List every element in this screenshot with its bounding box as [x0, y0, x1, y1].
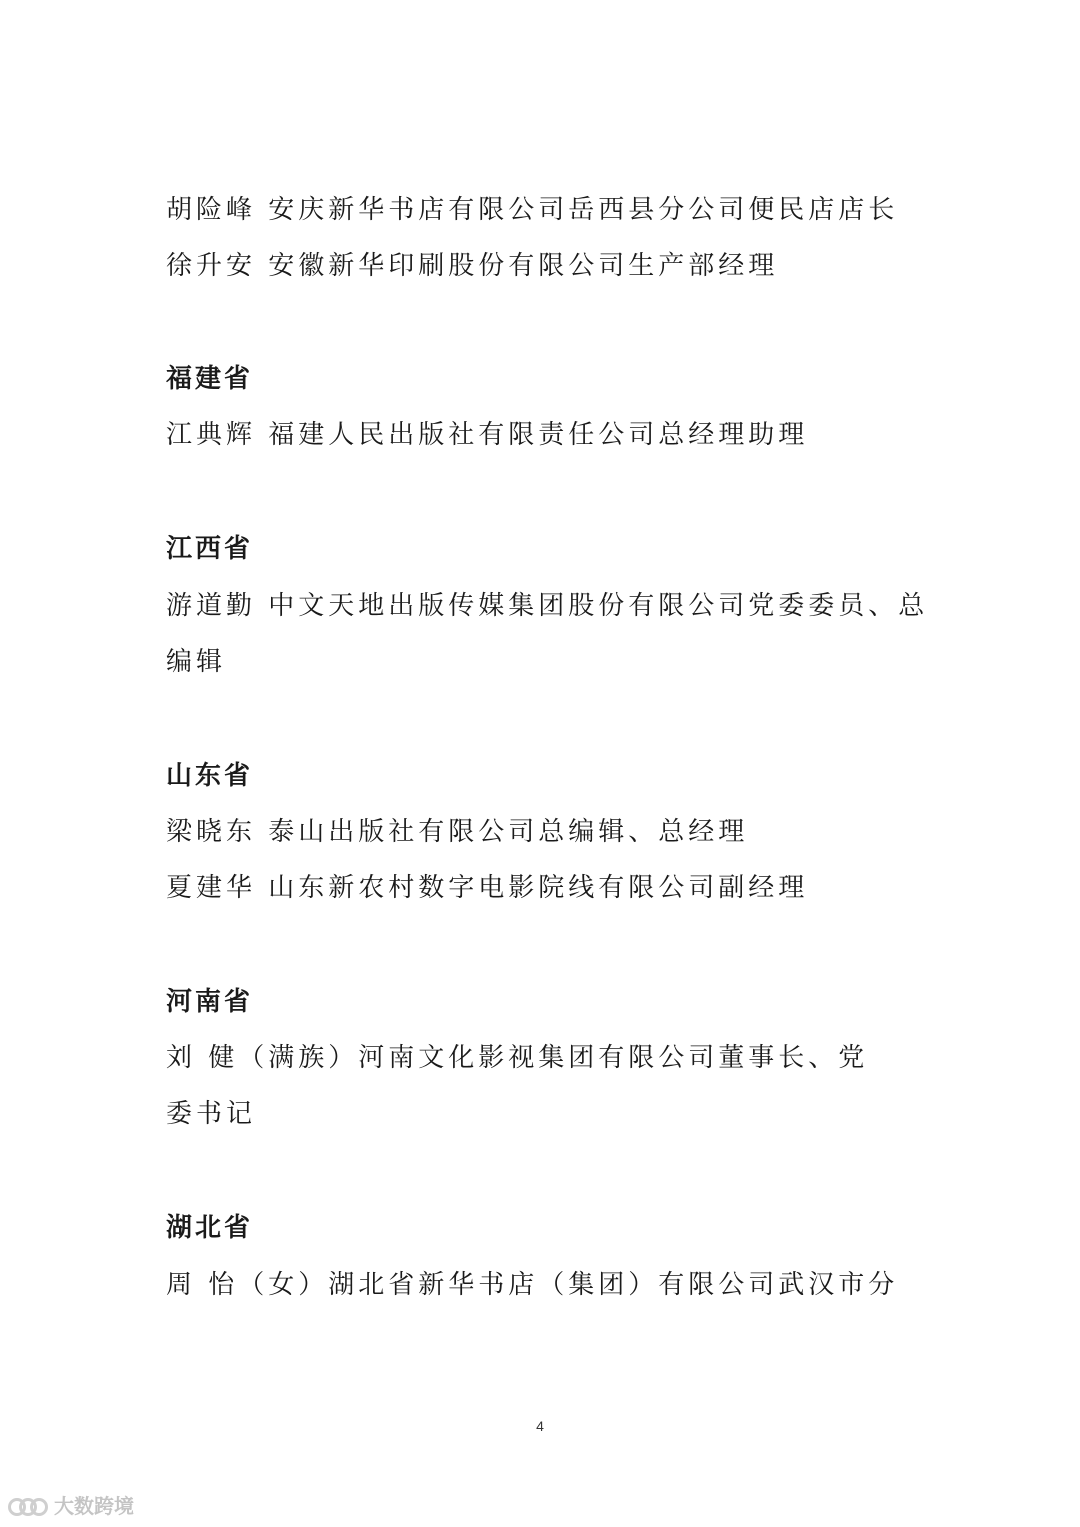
entry-line-continuation: 委书记 [166, 1099, 257, 1129]
watermark-text: 大数跨境 [54, 1494, 134, 1518]
entry-line: 胡险峰 安庆新华书店有限公司岳西县分公司便民店店长 [166, 195, 899, 225]
entry-line: 游道勤 中文天地出版传媒集团股份有限公司党委委员、总 [166, 591, 929, 621]
entry-line: 江典辉 福建人民出版社有限责任公司总经理助理 [166, 420, 809, 450]
entry-line: 周 怡（女）湖北省新华书店（集团）有限公司武汉市分 [166, 1270, 899, 1300]
page-number: 4 [536, 1418, 544, 1434]
province-heading: 山东省 [166, 761, 254, 791]
watermark-logo-icon [8, 1494, 48, 1516]
province-heading: 福建省 [166, 364, 254, 394]
entry-line: 徐升安 安徽新华印刷股份有限公司生产部经理 [166, 251, 779, 281]
entry-line: 刘 健（满族）河南文化影视集团有限公司董事长、党 [166, 1043, 869, 1073]
province-heading: 湖北省 [166, 1213, 254, 1243]
watermark [8, 1490, 134, 1519]
entry-line: 梁晓东 泰山出版社有限公司总编辑、总经理 [166, 817, 749, 847]
province-heading: 江西省 [166, 534, 254, 564]
entry-line: 夏建华 山东新农村数字电影院线有限公司副经理 [166, 873, 809, 903]
province-heading: 河南省 [166, 987, 254, 1017]
entry-line-continuation: 编辑 [166, 647, 227, 677]
